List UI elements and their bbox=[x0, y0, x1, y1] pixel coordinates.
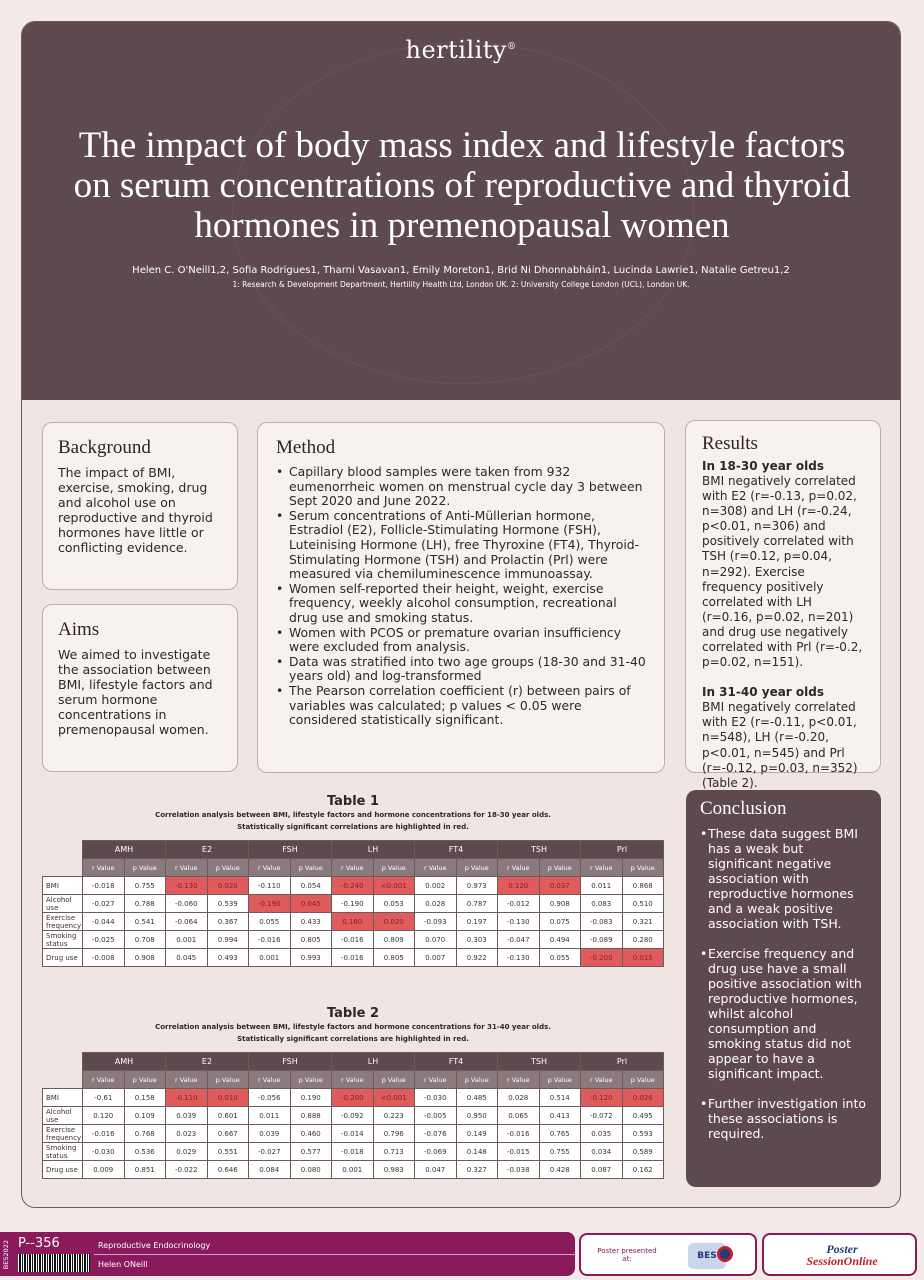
method-item: • The Pearson correlation coefficient (r) between pairs of variables was calculated; p values < 0.05 were considered statistically significant. bbox=[276, 684, 646, 728]
results-group1-title: In 18-30 year olds bbox=[702, 459, 824, 473]
subcolumn-header: p Value bbox=[207, 1071, 249, 1089]
method-item: • Serum concentrations of Anti-Müllerian hormone, Estradiol (E2), Follicle-Stimulating Hormone (FSH), Luteinising Hormone (LH), free Thyroxine (FT4), Thyroid-Stimulating Hormone (TSH) and Prolactin (Prl) were measured via chemiluminescence immunoassay. bbox=[276, 509, 646, 582]
table-cell: <0.001 bbox=[373, 1089, 415, 1107]
table-row bbox=[43, 1107, 664, 1125]
method-list bbox=[276, 465, 646, 728]
table-cell: 0.601 bbox=[207, 1107, 249, 1125]
table-cell: -0.027 bbox=[83, 895, 125, 913]
aims-text: We aimed to investigate the association between BMI, lifestyle factors and serum hormone concentrations in premenopausal women. bbox=[58, 647, 213, 737]
table-cell: 0.011 bbox=[581, 877, 623, 895]
column-header: TSH bbox=[498, 841, 581, 859]
table-cell: 0.460 bbox=[290, 1125, 332, 1143]
table-cell: 0.708 bbox=[124, 931, 166, 949]
results-group2-text: BMI negatively correlated with E2 (r=-0.11, p<0.01, n=548), LH (r=-0.20, p<0.01, n=545) and Prl (r=-0.12, p=0.03, n=352) (Table 2). bbox=[702, 700, 858, 790]
table-cell: -0.012 bbox=[498, 895, 540, 913]
table-cell: 0.120 bbox=[498, 877, 540, 895]
table-cell: -0.044 bbox=[83, 913, 125, 931]
row-label: Drug use bbox=[43, 949, 83, 967]
table-cell: -0.027 bbox=[249, 1143, 291, 1161]
row-label: Alcohol use bbox=[43, 895, 83, 913]
table-cell: 0.367 bbox=[207, 913, 249, 931]
table-cell: 0.035 bbox=[581, 1125, 623, 1143]
conclusion-item: • Exercise frequency and drug use have a small positive association with reproductive hormones, whilst alcohol consumption and smoking status did not appear to have a significant impact. bbox=[700, 946, 867, 1081]
table-cell: 0.908 bbox=[124, 949, 166, 967]
presented-at-box bbox=[579, 1233, 757, 1276]
table-cell: 0.045 bbox=[166, 949, 208, 967]
table-cell: -0.61 bbox=[83, 1089, 125, 1107]
table-cell: -0.200 bbox=[581, 949, 623, 967]
table-row bbox=[43, 949, 664, 967]
table-cell: 0.321 bbox=[622, 913, 664, 931]
table-cell: -0.076 bbox=[415, 1125, 457, 1143]
table-cell: 0.087 bbox=[581, 1161, 623, 1179]
table-cell: -0.005 bbox=[415, 1107, 457, 1125]
table-cell: 0.755 bbox=[539, 1143, 581, 1161]
table-cell: 0.485 bbox=[456, 1089, 498, 1107]
subcolumn-header: r Value bbox=[498, 859, 540, 877]
subcolumn-header: r Value bbox=[581, 859, 623, 877]
table-cell: 0.120 bbox=[83, 1107, 125, 1125]
row-label: Exercise frequency bbox=[43, 1125, 83, 1143]
table-cell: -0.120 bbox=[581, 1089, 623, 1107]
subcolumn-header: r Value bbox=[415, 859, 457, 877]
table-cell: 0.083 bbox=[581, 895, 623, 913]
table-cell: -0.030 bbox=[83, 1143, 125, 1161]
table-row bbox=[43, 1089, 664, 1107]
conclusion-heading: Conclusion bbox=[700, 798, 787, 819]
subcolumn-header: r Value bbox=[83, 1071, 125, 1089]
table-cell: 0.009 bbox=[83, 1161, 125, 1179]
subcolumn-header: r Value bbox=[581, 1071, 623, 1089]
table-cell: -0.072 bbox=[581, 1107, 623, 1125]
table-cell: -0.030 bbox=[415, 1089, 457, 1107]
column-header: Prl bbox=[581, 1053, 664, 1071]
table-cell: 0.160 bbox=[332, 913, 374, 931]
table-cell: 0.026 bbox=[622, 1089, 664, 1107]
table-cell: 0.190 bbox=[290, 1089, 332, 1107]
table-cell: 0.002 bbox=[415, 877, 457, 895]
table-row bbox=[43, 1161, 664, 1179]
table-cell: 0.047 bbox=[415, 1161, 457, 1179]
method-panel bbox=[257, 422, 665, 773]
table-row bbox=[43, 931, 664, 949]
table-cell: 0.787 bbox=[456, 895, 498, 913]
conclusion-panel bbox=[686, 790, 881, 1187]
table-cell: 0.589 bbox=[622, 1143, 664, 1161]
subcolumn-header: p Value bbox=[290, 1071, 332, 1089]
conclusion-list bbox=[700, 826, 867, 1141]
table-cell: -0.016 bbox=[83, 1125, 125, 1143]
table-cell: 0.001 bbox=[249, 949, 291, 967]
table-cell: 0.993 bbox=[290, 949, 332, 967]
table2-title: Table 2 bbox=[326, 1006, 380, 1021]
subcolumn-header: r Value bbox=[83, 859, 125, 877]
table-cell: 0.514 bbox=[539, 1089, 581, 1107]
table-cell: -0.083 bbox=[581, 913, 623, 931]
table-row bbox=[43, 895, 664, 913]
background-panel bbox=[42, 422, 238, 590]
subcolumn-header: p Value bbox=[456, 1071, 498, 1089]
table-cell: 0.080 bbox=[290, 1161, 332, 1179]
table-cell: 0.037 bbox=[539, 877, 581, 895]
subcolumn-header: p Value bbox=[622, 859, 664, 877]
table-cell: 0.053 bbox=[373, 895, 415, 913]
table-cell: 0.713 bbox=[373, 1143, 415, 1161]
table-cell: 0.768 bbox=[124, 1125, 166, 1143]
table-row bbox=[43, 913, 664, 931]
subcolumn-header: r Value bbox=[249, 1071, 291, 1089]
column-header: E2 bbox=[166, 841, 249, 859]
method-item: • Women with PCOS or premature ovarian insufficiency were excluded from analysis. bbox=[276, 626, 646, 655]
table-cell: 0.541 bbox=[124, 913, 166, 931]
table-cell: 0.433 bbox=[290, 913, 332, 931]
table-cell: -0.092 bbox=[332, 1107, 374, 1125]
results-group1-text: BMI negatively correlated with E2 (r=-0.13, p=0.02, n=308) and LH (r=-0.24, p<0.01, n=306) and positively correlated with TSH (r=0.12, p=0.04, n=292). Exercise frequency positively correlated with LH (r=0.16, p=0.02, n=201) and drug use negatively correlated with Prl (r=-0.2, p=0.02, n=151). bbox=[702, 474, 863, 670]
background-heading: Background bbox=[58, 437, 151, 458]
table-cell: 0.646 bbox=[207, 1161, 249, 1179]
method-heading: Method bbox=[276, 437, 336, 458]
table-cell: 0.158 bbox=[124, 1089, 166, 1107]
subcolumn-header: p Value bbox=[124, 1071, 166, 1089]
table-cell: 0.851 bbox=[124, 1161, 166, 1179]
table-cell: 0.280 bbox=[622, 931, 664, 949]
table-cell: 0.162 bbox=[622, 1161, 664, 1179]
table-cell: -0.240 bbox=[332, 877, 374, 895]
table-cell: 0.413 bbox=[539, 1107, 581, 1125]
table-cell: -0.069 bbox=[415, 1143, 457, 1161]
table-cell: -0.016 bbox=[332, 949, 374, 967]
table-cell: 0.809 bbox=[373, 931, 415, 949]
table-cell: 0.494 bbox=[539, 931, 581, 949]
subcolumn-header: p Value bbox=[456, 859, 498, 877]
bes-logo: BES bbox=[688, 1243, 726, 1269]
table-cell: -0.130 bbox=[166, 877, 208, 895]
column-header: FSH bbox=[249, 1053, 332, 1071]
poster-header bbox=[22, 22, 900, 400]
table2-caption bbox=[42, 1006, 664, 1044]
table-cell: 0.495 bbox=[622, 1107, 664, 1125]
table-cell: -0.130 bbox=[498, 949, 540, 967]
footer-author: Helen ONeill bbox=[98, 1260, 148, 1269]
table-cell: 0.029 bbox=[166, 1143, 208, 1161]
table1-description: Correlation analysis between BMI, lifestyle factors and hormone concentrations for 18-30 year olds. bbox=[155, 811, 551, 819]
column-header: LH bbox=[332, 1053, 415, 1071]
affiliations: 1: Research & Development Department, Hertility Health Ltd, London UK. 2: University College London (UCL), London UK. bbox=[232, 280, 690, 289]
row-label: Smoking status bbox=[43, 931, 83, 949]
table-cell: -0.025 bbox=[83, 931, 125, 949]
poster-title: The impact of body mass index and lifestyle factors on serum concentrations of reproductive and thyroid hormones in premenopausal women bbox=[73, 125, 851, 246]
table-cell: 0.593 bbox=[622, 1125, 664, 1143]
poster-code: P--356 bbox=[18, 1236, 60, 1251]
table-cell: 0.805 bbox=[290, 931, 332, 949]
table-cell: -0.190 bbox=[332, 895, 374, 913]
results-group2-title: In 31-40 year olds bbox=[702, 685, 824, 700]
table-cell: 0.148 bbox=[456, 1143, 498, 1161]
table1-caption bbox=[42, 794, 664, 832]
table-cell: 0.868 bbox=[622, 877, 664, 895]
subcolumn-header: p Value bbox=[622, 1071, 664, 1089]
table-cell: -0.016 bbox=[498, 1125, 540, 1143]
table-cell: -0.016 bbox=[332, 931, 374, 949]
table-cell: 0.223 bbox=[373, 1107, 415, 1125]
subcolumn-header: p Value bbox=[290, 859, 332, 877]
table-cell: 0.994 bbox=[207, 931, 249, 949]
table-cell: 0.084 bbox=[249, 1161, 291, 1179]
table-cell: 0.303 bbox=[456, 931, 498, 949]
table-cell: 0.577 bbox=[290, 1143, 332, 1161]
table1-block bbox=[42, 794, 664, 967]
table-cell: 0.039 bbox=[166, 1107, 208, 1125]
table-cell: 0.039 bbox=[249, 1125, 291, 1143]
table1-title: Table 1 bbox=[326, 794, 380, 809]
table-cell: 0.007 bbox=[415, 949, 457, 967]
table-cell: 0.075 bbox=[539, 913, 581, 931]
table-row bbox=[43, 1125, 664, 1143]
aims-panel bbox=[42, 604, 238, 772]
table-cell: 0.015 bbox=[622, 949, 664, 967]
table-cell: 0.054 bbox=[290, 877, 332, 895]
footer-topic: Reproductive Endocrinology bbox=[98, 1241, 211, 1250]
table1-note: Statistically significant correlations are highlighted in red. bbox=[237, 822, 469, 831]
method-item: • Women self-reported their height, weight, exercise frequency, weekly alcohol consumption, recreational drug use and smoking status. bbox=[276, 582, 646, 626]
table-cell: 0.149 bbox=[456, 1125, 498, 1143]
method-item: • Capillary blood samples were taken from 932 eumenorrheic women on menstrual cycle day 3 between Sept 2020 and June 2022. bbox=[276, 465, 646, 509]
table-cell: 0.109 bbox=[124, 1107, 166, 1125]
table-cell: 0.020 bbox=[207, 877, 249, 895]
table-cell: 0.001 bbox=[332, 1161, 374, 1179]
subcolumn-header: p Value bbox=[539, 859, 581, 877]
poster-session-online-box[interactable] bbox=[762, 1233, 917, 1276]
table-cell: 0.536 bbox=[124, 1143, 166, 1161]
table-cell: -0.093 bbox=[415, 913, 457, 931]
subcolumn-header: r Value bbox=[166, 1071, 208, 1089]
footer bbox=[0, 1232, 924, 1280]
subcolumn-header: r Value bbox=[498, 1071, 540, 1089]
subcolumn-header: p Value bbox=[373, 1071, 415, 1089]
table-cell: 0.023 bbox=[166, 1125, 208, 1143]
table-row bbox=[43, 1143, 664, 1161]
table-cell: 0.973 bbox=[456, 877, 498, 895]
table-cell: 0.908 bbox=[539, 895, 581, 913]
footer-bar bbox=[0, 1232, 575, 1276]
table-cell: 0.539 bbox=[207, 895, 249, 913]
table-cell: 0.011 bbox=[249, 1107, 291, 1125]
table-cell: 0.197 bbox=[456, 913, 498, 931]
barcode-icon bbox=[18, 1254, 90, 1272]
table-cell: 0.983 bbox=[373, 1161, 415, 1179]
subcolumn-header: r Value bbox=[249, 859, 291, 877]
method-item: • Data was stratified into two age groups (18-30 and 31-40 years old) and log-transformed bbox=[276, 655, 646, 684]
table-cell: -0.018 bbox=[332, 1143, 374, 1161]
table-cell: 0.667 bbox=[207, 1125, 249, 1143]
table-cell: 0.010 bbox=[207, 1089, 249, 1107]
table2-note: Statistically significant correlations are highlighted in red. bbox=[237, 1034, 469, 1043]
column-header: FT4 bbox=[415, 1053, 498, 1071]
subcolumn-header: r Value bbox=[332, 1071, 374, 1089]
table-cell: 0.034 bbox=[581, 1143, 623, 1161]
hertility-logo: hertility® bbox=[405, 36, 517, 64]
table-cell: 0.510 bbox=[622, 895, 664, 913]
row-label: BMI bbox=[43, 1089, 83, 1107]
table-cell: 0.428 bbox=[539, 1161, 581, 1179]
row-label: Alcohol use bbox=[43, 1107, 83, 1125]
subcolumn-header: p Value bbox=[207, 859, 249, 877]
row-label: Smoking status bbox=[43, 1143, 83, 1161]
results-heading: Results bbox=[702, 433, 758, 454]
table-cell: -0.110 bbox=[166, 1089, 208, 1107]
table2-description: Correlation analysis between BMI, lifestyle factors and hormone concentrations for 31-40 year olds. bbox=[155, 1023, 551, 1031]
table2-block bbox=[42, 1006, 664, 1179]
background-text: The impact of BMI, exercise, smoking, drug and alcohol use on reproductive and thyroid hormones have little or conflicting evidence. bbox=[58, 465, 213, 555]
table-cell: 0.045 bbox=[290, 895, 332, 913]
table-cell: 0.950 bbox=[456, 1107, 498, 1125]
table-cell: -0.200 bbox=[332, 1089, 374, 1107]
row-label: Exercise frequency bbox=[43, 913, 83, 931]
conclusion-item: • Further investigation into these associations is required. bbox=[700, 1096, 867, 1141]
table-cell: 0.755 bbox=[124, 877, 166, 895]
table-cell: -0.047 bbox=[498, 931, 540, 949]
column-header: AMH bbox=[83, 841, 166, 859]
author-list: Helen C. O'Neill1,2, Sofia Rodrigues1, Tharni Vasavan1, Emily Moreton1, Brid Ni Dhonnabháin1, Lucinda Lawrie1, Natalie Getreu1,2 bbox=[132, 265, 790, 276]
column-header: TSH bbox=[498, 1053, 581, 1071]
table-cell: <0.001 bbox=[373, 877, 415, 895]
aims-heading: Aims bbox=[58, 619, 100, 640]
table-cell: 0.001 bbox=[166, 931, 208, 949]
column-header: AMH bbox=[83, 1053, 166, 1071]
table-cell: 0.055 bbox=[539, 949, 581, 967]
results-panel bbox=[685, 420, 881, 790]
table-cell: -0.060 bbox=[166, 895, 208, 913]
table-cell: -0.008 bbox=[83, 949, 125, 967]
table-cell: 0.765 bbox=[539, 1125, 581, 1143]
table-cell: 0.493 bbox=[207, 949, 249, 967]
subcolumn-header: r Value bbox=[415, 1071, 457, 1089]
subcolumn-header: p Value bbox=[373, 859, 415, 877]
table-cell: 0.796 bbox=[373, 1125, 415, 1143]
table-cell: -0.014 bbox=[332, 1125, 374, 1143]
table-cell: 0.065 bbox=[498, 1107, 540, 1125]
presented-at-label: Poster presented at: bbox=[597, 1247, 657, 1263]
row-label: Drug use bbox=[43, 1161, 83, 1179]
row-label: BMI bbox=[43, 877, 83, 895]
subcolumn-header: p Value bbox=[124, 859, 166, 877]
table1 bbox=[42, 840, 664, 967]
table-cell: -0.038 bbox=[498, 1161, 540, 1179]
column-header: Prl bbox=[581, 841, 664, 859]
table-cell: -0.016 bbox=[249, 931, 291, 949]
conclusion-item: • These data suggest BMI has a weak but significant negative association with reproductive hormones and a weak positive association with TSH. bbox=[700, 826, 867, 931]
column-header: FSH bbox=[249, 841, 332, 859]
table-cell: 0.922 bbox=[456, 949, 498, 967]
table-cell: 0.020 bbox=[373, 913, 415, 931]
table-cell: -0.022 bbox=[166, 1161, 208, 1179]
table2 bbox=[42, 1052, 664, 1179]
table-cell: 0.788 bbox=[124, 895, 166, 913]
poster-session-online-logo: Poster SessionOnline bbox=[806, 1242, 878, 1268]
table-cell: -0.056 bbox=[249, 1089, 291, 1107]
table-cell: -0.190 bbox=[249, 895, 291, 913]
table-cell: -0.064 bbox=[166, 913, 208, 931]
table-cell: 0.028 bbox=[498, 1089, 540, 1107]
table-cell: -0.015 bbox=[498, 1143, 540, 1161]
column-header: LH bbox=[332, 841, 415, 859]
table-cell: 0.327 bbox=[456, 1161, 498, 1179]
subcolumn-header: r Value bbox=[166, 859, 208, 877]
column-header: E2 bbox=[166, 1053, 249, 1071]
bes-logo-mark-icon bbox=[717, 1246, 733, 1262]
table-cell: -0.110 bbox=[249, 877, 291, 895]
footer-year: BES2022 bbox=[2, 1240, 10, 1270]
table-cell: -0.130 bbox=[498, 913, 540, 931]
table-row bbox=[43, 877, 664, 895]
table-cell: 0.888 bbox=[290, 1107, 332, 1125]
column-header: FT4 bbox=[415, 841, 498, 859]
subcolumn-header: r Value bbox=[332, 859, 374, 877]
table-cell: -0.018 bbox=[83, 877, 125, 895]
table-cell: 0.805 bbox=[373, 949, 415, 967]
table-cell: 0.551 bbox=[207, 1143, 249, 1161]
table-cell: 0.070 bbox=[415, 931, 457, 949]
table-cell: -0.089 bbox=[581, 931, 623, 949]
table-cell: 0.028 bbox=[415, 895, 457, 913]
subcolumn-header: p Value bbox=[539, 1071, 581, 1089]
table-cell: 0.055 bbox=[249, 913, 291, 931]
footer-divider bbox=[94, 1254, 575, 1255]
